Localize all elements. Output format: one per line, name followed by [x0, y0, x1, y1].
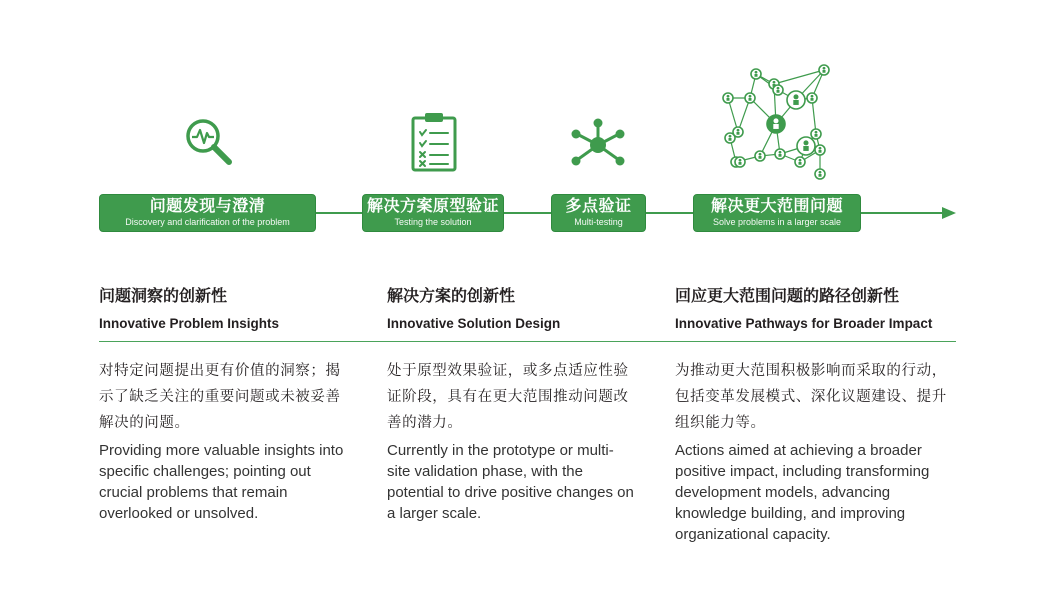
magnifier-pulse-icon — [184, 116, 234, 168]
column-body-en: Actions aimed at achieving a broader positive impact, including transforming development models, advancing knowledge building, and improving organizational capacity. — [675, 442, 930, 543]
column-body-zh: 为推动更大范围积极影响而采取的行动，包括变革发展模式、深化议题建设、提升组织能力等。 — [675, 363, 947, 431]
column-title-zh: 解决方案的创新性 — [387, 288, 516, 305]
column-title-en: Innovative Solution Design — [387, 316, 561, 331]
column-body-zh: 对特定问题提出更有价值的洞察；揭示了缺乏关注的重要问题或未被妥善解决的问题。 — [99, 363, 341, 431]
network-hub-icon — [570, 118, 626, 170]
stage-label-zh: 问题发现与澄清 — [149, 198, 266, 215]
stage-label-en: Testing the solution — [394, 217, 472, 227]
column-body-en: Providing more valuable insights into specific challenges; pointing out crucial problems that remain overlooked or unsolved. — [99, 442, 344, 522]
column-broader-impact — [675, 286, 958, 545]
people-network-icon — [720, 62, 832, 184]
stage-label-zh: 解决更大范围问题 — [710, 198, 843, 215]
stage-label-zh: 解决方案原型验证 — [366, 198, 499, 215]
stage-label-zh: 多点验证 — [565, 198, 632, 215]
connector-line — [646, 212, 693, 214]
stage-label-en: Solve problems in a larger scale — [712, 217, 842, 227]
column-body-en: Currently in the prototype or multi-site validation phase, with the potential to drive positive changes on a larger scale. — [387, 442, 634, 522]
stage-discovery — [99, 194, 316, 232]
stage-testing — [362, 194, 504, 232]
checklist-clipboard-icon — [411, 112, 457, 172]
column-solution-design — [387, 286, 637, 524]
column-title-en: Innovative Pathways for Broader Impact — [675, 316, 933, 331]
column-title-zh: 问题洞察的创新性 — [99, 288, 228, 305]
connector-line — [861, 212, 947, 214]
arrow-right-icon — [942, 207, 956, 219]
connector-line — [316, 212, 362, 214]
connector-line — [504, 212, 551, 214]
divider-line — [99, 341, 956, 342]
column-title-en: Innovative Problem Insights — [99, 316, 280, 331]
stage-larger-scale — [693, 194, 861, 232]
stage-label-en: Multi-testing — [574, 217, 623, 227]
column-body-zh: 处于原型效果验证，或多点适应性验证阶段，具有在更大范围推动问题改善的潜力。 — [387, 363, 629, 431]
column-problem-insights — [99, 286, 349, 524]
column-title-zh: 回应更大范围问题的路径创新性 — [675, 288, 900, 305]
stage-label-en: Discovery and clarification of the problem — [125, 217, 290, 227]
stage-multi-testing — [551, 194, 646, 232]
